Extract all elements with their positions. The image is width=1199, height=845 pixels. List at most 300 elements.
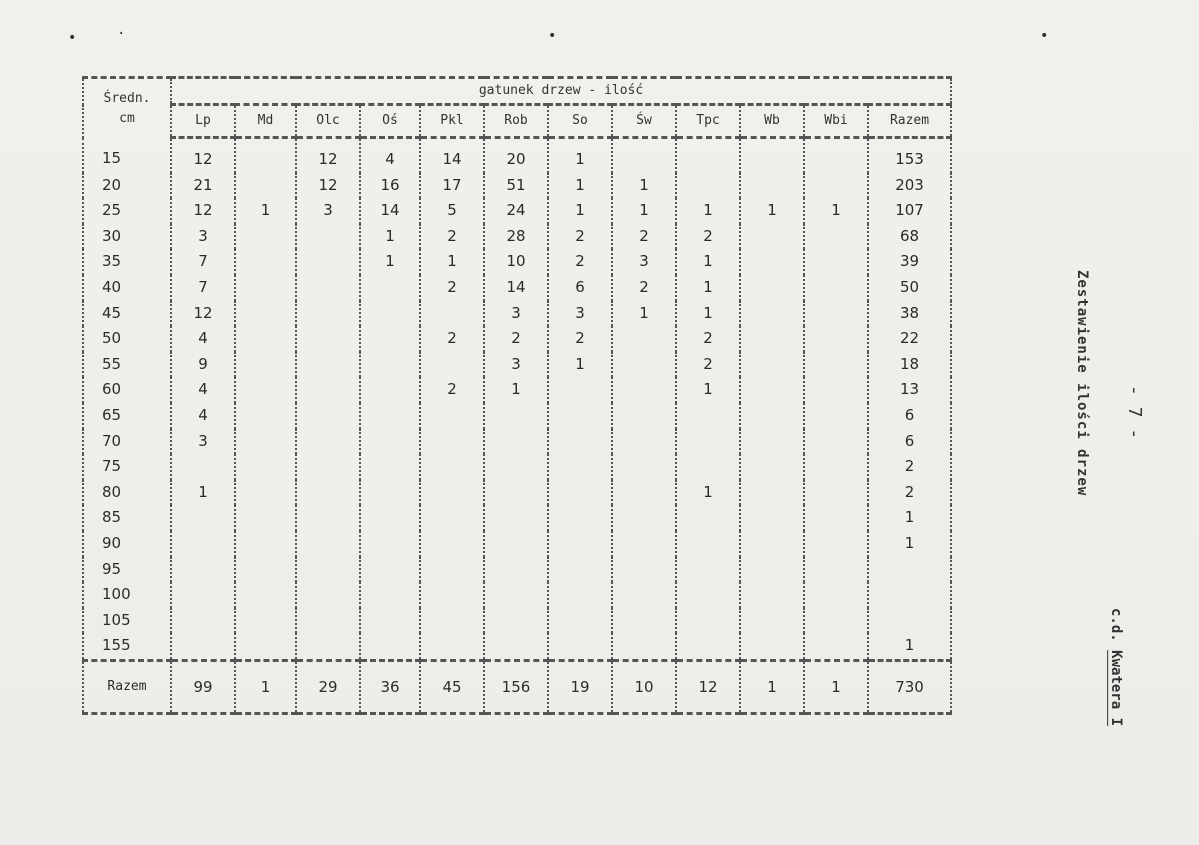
count-cell: 7 xyxy=(171,249,235,275)
count-cell xyxy=(420,633,484,660)
count-cell xyxy=(676,454,740,480)
count-cell xyxy=(171,633,235,660)
count-cell xyxy=(296,480,360,506)
column-header: Razem xyxy=(868,105,951,138)
count-cell xyxy=(612,582,676,608)
count-cell xyxy=(360,403,420,429)
count-cell xyxy=(548,505,612,531)
count-cell: 3 xyxy=(296,198,360,224)
count-cell xyxy=(360,480,420,506)
column-header: Św xyxy=(612,105,676,138)
count-cell xyxy=(235,301,296,327)
table-row xyxy=(83,249,951,275)
count-cell: 2 xyxy=(612,275,676,301)
count-cell: 24 xyxy=(484,198,548,224)
count-cell xyxy=(548,633,612,660)
count-cell: 4 xyxy=(171,377,235,403)
count-cell: 2 xyxy=(420,224,484,250)
tree-count-table xyxy=(82,76,952,715)
table-row xyxy=(83,582,951,608)
count-cell: 1 xyxy=(676,275,740,301)
total-cell: 45 xyxy=(420,660,484,713)
count-cell: 2 xyxy=(676,326,740,352)
count-cell xyxy=(235,557,296,583)
count-cell: 12 xyxy=(171,301,235,327)
count-cell: 1 xyxy=(740,198,804,224)
count-cell xyxy=(484,608,548,634)
count-cell: 4 xyxy=(171,403,235,429)
count-cell: 3 xyxy=(171,224,235,250)
column-header: Wb xyxy=(740,105,804,138)
count-cell xyxy=(296,403,360,429)
count-cell xyxy=(740,275,804,301)
side-title: Zestawienie ilości drzew xyxy=(1074,270,1090,497)
column-header: So xyxy=(548,105,612,138)
total-cell: 29 xyxy=(296,660,360,713)
count-cell: 1 xyxy=(484,377,548,403)
count-cell xyxy=(360,377,420,403)
diameter-cell: 40 xyxy=(83,275,171,301)
count-cell xyxy=(296,429,360,455)
table-row xyxy=(83,557,951,583)
scan-speck: • xyxy=(68,30,77,46)
count-cell xyxy=(235,429,296,455)
count-cell xyxy=(420,352,484,378)
count-cell xyxy=(420,480,484,506)
table-row xyxy=(83,429,951,455)
diameter-cell: 85 xyxy=(83,505,171,531)
column-header: Md xyxy=(235,105,296,138)
table-row xyxy=(83,275,951,301)
count-cell xyxy=(484,403,548,429)
count-cell xyxy=(296,531,360,557)
count-cell xyxy=(676,633,740,660)
count-cell xyxy=(235,224,296,250)
count-cell xyxy=(420,505,484,531)
count-cell: 1 xyxy=(612,301,676,327)
count-cell xyxy=(171,505,235,531)
count-cell xyxy=(612,138,676,173)
count-cell xyxy=(740,377,804,403)
count-cell xyxy=(235,633,296,660)
count-cell xyxy=(296,224,360,250)
count-cell: 2 xyxy=(612,224,676,250)
count-cell: 2 xyxy=(676,224,740,250)
count-cell xyxy=(740,403,804,429)
count-cell xyxy=(740,582,804,608)
count-cell xyxy=(676,582,740,608)
count-cell xyxy=(296,582,360,608)
count-cell: 1 xyxy=(612,173,676,199)
column-header: Tpc xyxy=(676,105,740,138)
diameter-cell: 90 xyxy=(83,531,171,557)
count-cell xyxy=(484,633,548,660)
count-cell: 4 xyxy=(360,138,420,173)
count-cell: 1 xyxy=(612,198,676,224)
count-cell xyxy=(235,326,296,352)
count-cell: 12 xyxy=(296,138,360,173)
count-cell xyxy=(235,505,296,531)
count-cell xyxy=(612,608,676,634)
diameter-cell: 35 xyxy=(83,249,171,275)
count-cell: 22 xyxy=(868,326,951,352)
count-cell xyxy=(484,429,548,455)
count-cell xyxy=(235,275,296,301)
count-cell: 6 xyxy=(548,275,612,301)
count-cell: 4 xyxy=(171,326,235,352)
count-cell xyxy=(235,352,296,378)
count-cell xyxy=(740,138,804,173)
continuation-prefix: c.d. xyxy=(1108,608,1124,651)
table-row xyxy=(83,480,951,506)
count-cell xyxy=(804,608,868,634)
total-row xyxy=(83,660,951,713)
count-cell xyxy=(740,505,804,531)
diameter-cell: 65 xyxy=(83,403,171,429)
count-cell xyxy=(804,301,868,327)
count-cell: 2 xyxy=(548,326,612,352)
count-cell xyxy=(804,224,868,250)
count-cell xyxy=(548,403,612,429)
column-header: Oś xyxy=(360,105,420,138)
count-cell xyxy=(612,557,676,583)
count-cell xyxy=(296,377,360,403)
count-cell xyxy=(804,480,868,506)
count-cell xyxy=(484,557,548,583)
count-cell xyxy=(612,454,676,480)
count-cell xyxy=(612,480,676,506)
count-cell xyxy=(676,403,740,429)
count-cell xyxy=(740,480,804,506)
count-cell: 2 xyxy=(676,352,740,378)
count-cell xyxy=(548,480,612,506)
column-header: Pkl xyxy=(420,105,484,138)
count-cell: 2 xyxy=(484,326,548,352)
count-cell xyxy=(804,173,868,199)
table-row xyxy=(83,138,951,173)
count-cell xyxy=(235,249,296,275)
count-cell xyxy=(740,249,804,275)
table-row xyxy=(83,608,951,634)
count-cell xyxy=(612,429,676,455)
count-cell xyxy=(612,326,676,352)
column-header: Rob xyxy=(484,105,548,138)
table-row xyxy=(83,198,951,224)
total-cell: 19 xyxy=(548,660,612,713)
count-cell: 51 xyxy=(484,173,548,199)
column-header: Lp xyxy=(171,105,235,138)
count-cell xyxy=(420,608,484,634)
count-cell xyxy=(740,429,804,455)
diameter-cell: 20 xyxy=(83,173,171,199)
count-cell: 12 xyxy=(296,173,360,199)
diameter-cell: 75 xyxy=(83,454,171,480)
count-cell xyxy=(296,454,360,480)
total-cell: 1 xyxy=(235,660,296,713)
count-cell: 3 xyxy=(171,429,235,455)
count-cell xyxy=(676,505,740,531)
count-cell xyxy=(420,403,484,429)
count-cell: 18 xyxy=(868,352,951,378)
count-cell: 50 xyxy=(868,275,951,301)
diameter-cell: 25 xyxy=(83,198,171,224)
count-cell: 1 xyxy=(676,301,740,327)
count-cell: 1 xyxy=(235,198,296,224)
count-cell: 12 xyxy=(171,198,235,224)
total-cell: 730 xyxy=(868,660,951,713)
count-cell xyxy=(235,531,296,557)
count-cell xyxy=(420,429,484,455)
count-cell xyxy=(360,531,420,557)
page-number: - 7 - xyxy=(1124,385,1145,440)
total-cell: 1 xyxy=(740,660,804,713)
count-cell xyxy=(360,582,420,608)
diameter-cell: 105 xyxy=(83,608,171,634)
count-cell xyxy=(360,608,420,634)
count-cell xyxy=(804,582,868,608)
count-cell xyxy=(484,454,548,480)
count-cell xyxy=(676,608,740,634)
count-cell xyxy=(484,582,548,608)
count-cell xyxy=(612,403,676,429)
count-cell xyxy=(235,173,296,199)
count-cell: 1 xyxy=(676,480,740,506)
count-cell xyxy=(171,454,235,480)
diameter-header-label: Średn. xyxy=(103,91,151,106)
count-cell xyxy=(548,429,612,455)
count-cell xyxy=(235,377,296,403)
count-cell xyxy=(740,173,804,199)
diameter-cell: 15 xyxy=(83,138,171,173)
count-cell xyxy=(171,608,235,634)
count-cell xyxy=(804,557,868,583)
count-cell: 3 xyxy=(548,301,612,327)
total-cell: 36 xyxy=(360,660,420,713)
count-cell: 1 xyxy=(868,531,951,557)
count-cell: 3 xyxy=(612,249,676,275)
count-cell xyxy=(612,377,676,403)
diameter-cell: 95 xyxy=(83,557,171,583)
count-cell xyxy=(548,377,612,403)
count-cell: 2 xyxy=(868,480,951,506)
diameter-unit-label: cm xyxy=(119,111,135,126)
count-cell: 9 xyxy=(171,352,235,378)
table-row xyxy=(83,454,951,480)
count-cell: 153 xyxy=(868,138,951,173)
table-row xyxy=(83,173,951,199)
count-cell xyxy=(804,377,868,403)
count-cell xyxy=(420,454,484,480)
count-cell xyxy=(548,608,612,634)
column-header: Wbi xyxy=(804,105,868,138)
count-cell xyxy=(676,531,740,557)
count-cell xyxy=(296,557,360,583)
diameter-cell: 55 xyxy=(83,352,171,378)
count-cell xyxy=(612,531,676,557)
count-cell xyxy=(868,608,951,634)
count-cell: 28 xyxy=(484,224,548,250)
species-group-header: gatunek drzew - ilość xyxy=(171,78,951,105)
count-cell: 6 xyxy=(868,403,951,429)
count-cell: 1 xyxy=(420,249,484,275)
count-cell xyxy=(612,352,676,378)
count-cell xyxy=(360,352,420,378)
count-cell xyxy=(235,608,296,634)
count-cell: 38 xyxy=(868,301,951,327)
count-cell xyxy=(235,454,296,480)
count-cell xyxy=(171,557,235,583)
count-cell xyxy=(804,505,868,531)
count-cell: 1 xyxy=(171,480,235,506)
count-cell xyxy=(804,531,868,557)
count-cell: 2 xyxy=(420,326,484,352)
count-cell xyxy=(548,557,612,583)
count-cell xyxy=(235,403,296,429)
count-cell xyxy=(420,582,484,608)
count-cell xyxy=(740,454,804,480)
count-cell xyxy=(676,138,740,173)
count-cell xyxy=(296,301,360,327)
count-cell xyxy=(360,633,420,660)
total-cell: 99 xyxy=(171,660,235,713)
count-cell: 2 xyxy=(548,224,612,250)
count-cell xyxy=(676,557,740,583)
table-row xyxy=(83,531,951,557)
count-cell: 1 xyxy=(360,249,420,275)
count-cell xyxy=(360,557,420,583)
count-cell xyxy=(235,138,296,173)
count-cell: 1 xyxy=(548,352,612,378)
diameter-cell: 70 xyxy=(83,429,171,455)
count-cell xyxy=(740,557,804,583)
count-cell: 68 xyxy=(868,224,951,250)
count-cell xyxy=(420,531,484,557)
diameter-cell: 30 xyxy=(83,224,171,250)
diameter-cell: 60 xyxy=(83,377,171,403)
count-cell: 1 xyxy=(676,377,740,403)
count-cell xyxy=(676,173,740,199)
count-cell: 14 xyxy=(484,275,548,301)
count-cell xyxy=(548,531,612,557)
count-cell: 1 xyxy=(548,138,612,173)
count-cell: 21 xyxy=(171,173,235,199)
count-cell xyxy=(804,249,868,275)
count-cell: 6 xyxy=(868,429,951,455)
count-cell: 2 xyxy=(868,454,951,480)
count-cell: 1 xyxy=(360,224,420,250)
count-cell xyxy=(804,454,868,480)
count-cell xyxy=(420,557,484,583)
count-cell xyxy=(296,608,360,634)
count-cell xyxy=(804,403,868,429)
column-header: Olc xyxy=(296,105,360,138)
count-cell xyxy=(804,326,868,352)
count-cell: 2 xyxy=(420,275,484,301)
total-cell: 156 xyxy=(484,660,548,713)
count-cell xyxy=(360,454,420,480)
count-cell xyxy=(804,429,868,455)
count-cell xyxy=(296,505,360,531)
count-cell xyxy=(360,505,420,531)
count-cell xyxy=(676,429,740,455)
count-cell: 7 xyxy=(171,275,235,301)
count-cell xyxy=(296,326,360,352)
count-cell: 39 xyxy=(868,249,951,275)
count-cell xyxy=(484,480,548,506)
table-row xyxy=(83,301,951,327)
table-row xyxy=(83,633,951,660)
table-row xyxy=(83,403,951,429)
count-cell xyxy=(548,582,612,608)
count-cell xyxy=(740,301,804,327)
count-cell: 20 xyxy=(484,138,548,173)
continuation-note xyxy=(1108,608,1124,726)
scan-speck: • xyxy=(1040,28,1049,44)
count-cell: 2 xyxy=(420,377,484,403)
table-row xyxy=(83,377,951,403)
count-cell xyxy=(740,531,804,557)
count-cell xyxy=(235,582,296,608)
count-cell xyxy=(360,301,420,327)
count-cell xyxy=(171,582,235,608)
count-cell xyxy=(484,531,548,557)
count-cell xyxy=(740,224,804,250)
count-cell xyxy=(804,138,868,173)
diameter-cell: 155 xyxy=(83,633,171,660)
count-cell xyxy=(804,275,868,301)
count-cell xyxy=(171,531,235,557)
diameter-cell: 80 xyxy=(83,480,171,506)
count-cell: 1 xyxy=(548,198,612,224)
total-label: Razem xyxy=(83,660,171,713)
count-cell xyxy=(868,557,951,583)
count-cell xyxy=(296,275,360,301)
count-cell xyxy=(235,480,296,506)
count-cell xyxy=(360,275,420,301)
count-cell: 17 xyxy=(420,173,484,199)
count-cell xyxy=(612,505,676,531)
count-cell: 10 xyxy=(484,249,548,275)
count-cell: 1 xyxy=(868,505,951,531)
section-label: Kwatera I xyxy=(1108,650,1124,727)
count-cell xyxy=(740,352,804,378)
count-cell: 5 xyxy=(420,198,484,224)
count-cell: 107 xyxy=(868,198,951,224)
count-cell xyxy=(296,352,360,378)
count-cell: 2 xyxy=(548,249,612,275)
count-cell: 3 xyxy=(484,301,548,327)
count-cell: 1 xyxy=(804,198,868,224)
count-cell xyxy=(548,454,612,480)
count-cell: 1 xyxy=(548,173,612,199)
count-cell: 14 xyxy=(420,138,484,173)
count-cell: 1 xyxy=(676,198,740,224)
count-cell xyxy=(296,633,360,660)
diameter-cell: 50 xyxy=(83,326,171,352)
count-cell: 12 xyxy=(171,138,235,173)
total-cell: 1 xyxy=(804,660,868,713)
table-row xyxy=(83,352,951,378)
table-row xyxy=(83,224,951,250)
table-row xyxy=(83,505,951,531)
diameter-cell: 45 xyxy=(83,301,171,327)
count-cell xyxy=(740,633,804,660)
count-cell xyxy=(360,326,420,352)
count-cell xyxy=(612,633,676,660)
count-cell: 1 xyxy=(868,633,951,660)
table-row xyxy=(83,326,951,352)
scan-speck: · xyxy=(117,26,126,42)
